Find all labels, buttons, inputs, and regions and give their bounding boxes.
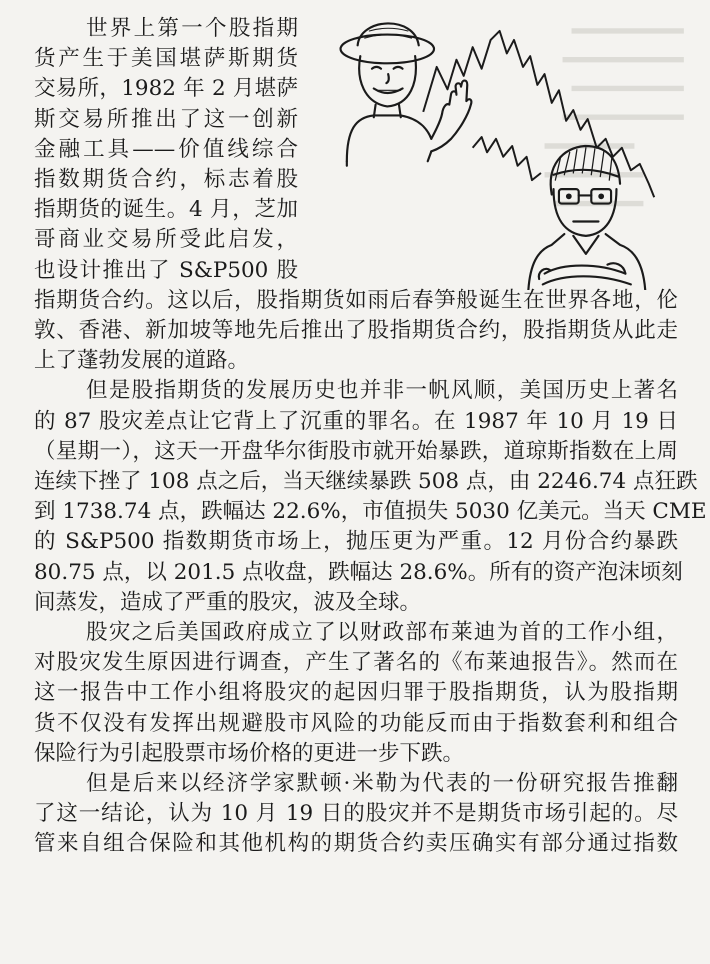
text-line: 股灾之后美国政府成立了以财政部布莱迪为首的工作小组， [86, 620, 678, 645]
text-line: 间蒸发，造成了严重的股灾，波及全球。 [34, 589, 422, 615]
text-line: 世界上第一个股指期 [86, 16, 298, 41]
text-line: 管来自组合保险和其他机构的期货合约卖压确实有部分通过指数 [34, 831, 678, 857]
text-line: 的 S&P500 指数期货市场上，抛压更为严重。12 月份合约暴跌 [34, 529, 678, 555]
cartoon-illustration [318, 4, 710, 290]
text-line: 指期货合约。这以后，股指期货如雨后春笋般诞生在世界各地，伦 [34, 287, 678, 313]
text-line: 货不仅没有发挥出规避股市风险的功能反而由于指数套利和组合 [34, 710, 678, 736]
farmer-figure [341, 23, 472, 165]
text-line: 也设计推出了 S&P500 股 [34, 257, 298, 283]
text-line: 对股灾发生原因进行调查，产生了著名的《布莱迪报告》。然而在 [34, 650, 678, 676]
text-line: 的 87 股灾差点让它背上了沉重的罪名。在 1987 年 10 月 19 日 [34, 408, 678, 434]
text-line: 指期货的诞生。4 月，芝加 [34, 197, 298, 223]
text-line: 斯交易所推出了这一创新 [34, 106, 298, 132]
text-line: 货产生于美国堪萨斯期货 [34, 46, 298, 72]
text-line: 连续下挫了 108 点之后，当天继续暴跌 508 点，由 2246.74 点狂跌 [34, 469, 698, 494]
text-line: （星期一），这天一开盘华尔街股市就开始暴跌，道琼斯指数在上周 [34, 438, 678, 464]
text-line: 了这一结论，认为 10 月 19 日的股灾并不是期货市场引起的。尽 [34, 801, 678, 827]
text-line: 哥商业交易所受此启发， [34, 227, 298, 253]
text-line: 但是股指期货的发展历史也并非一帆风顺，美国历史上著名 [86, 378, 678, 404]
text-line: 但是后来以经济学家默顿·米勒为代表的一份研究报告推翻 [86, 771, 678, 796]
text-line: 上了蓬勃发展的道路。 [34, 348, 250, 374]
text-line: 交易所，1982 年 2 月堪萨 [34, 76, 298, 102]
text-line: 保险行为引起股票市场价格的更进一步下跌。 [34, 740, 465, 766]
text-line: 80.75 点，以 201.5 点收盘，跌幅达 28.6%。所有的资产泡沫顷刻 [34, 559, 683, 585]
text-line: 敦、香港、新加坡等地先后推出了股指期货合约，股指期货从此走 [34, 318, 678, 343]
analyst-figure [528, 146, 645, 290]
text-line: 金融工具——价值线综合 [34, 136, 298, 162]
text-line: 这一报告中工作小组将股灾的起因归罪于股指期货，认为股指期 [34, 680, 678, 706]
text-line: 到 1738.74 点，跌幅达 22.6%，市值损失 5030 亿美元。当天 CME [34, 499, 707, 525]
text-line: 指数期货合约，标志着股 [34, 167, 298, 192]
